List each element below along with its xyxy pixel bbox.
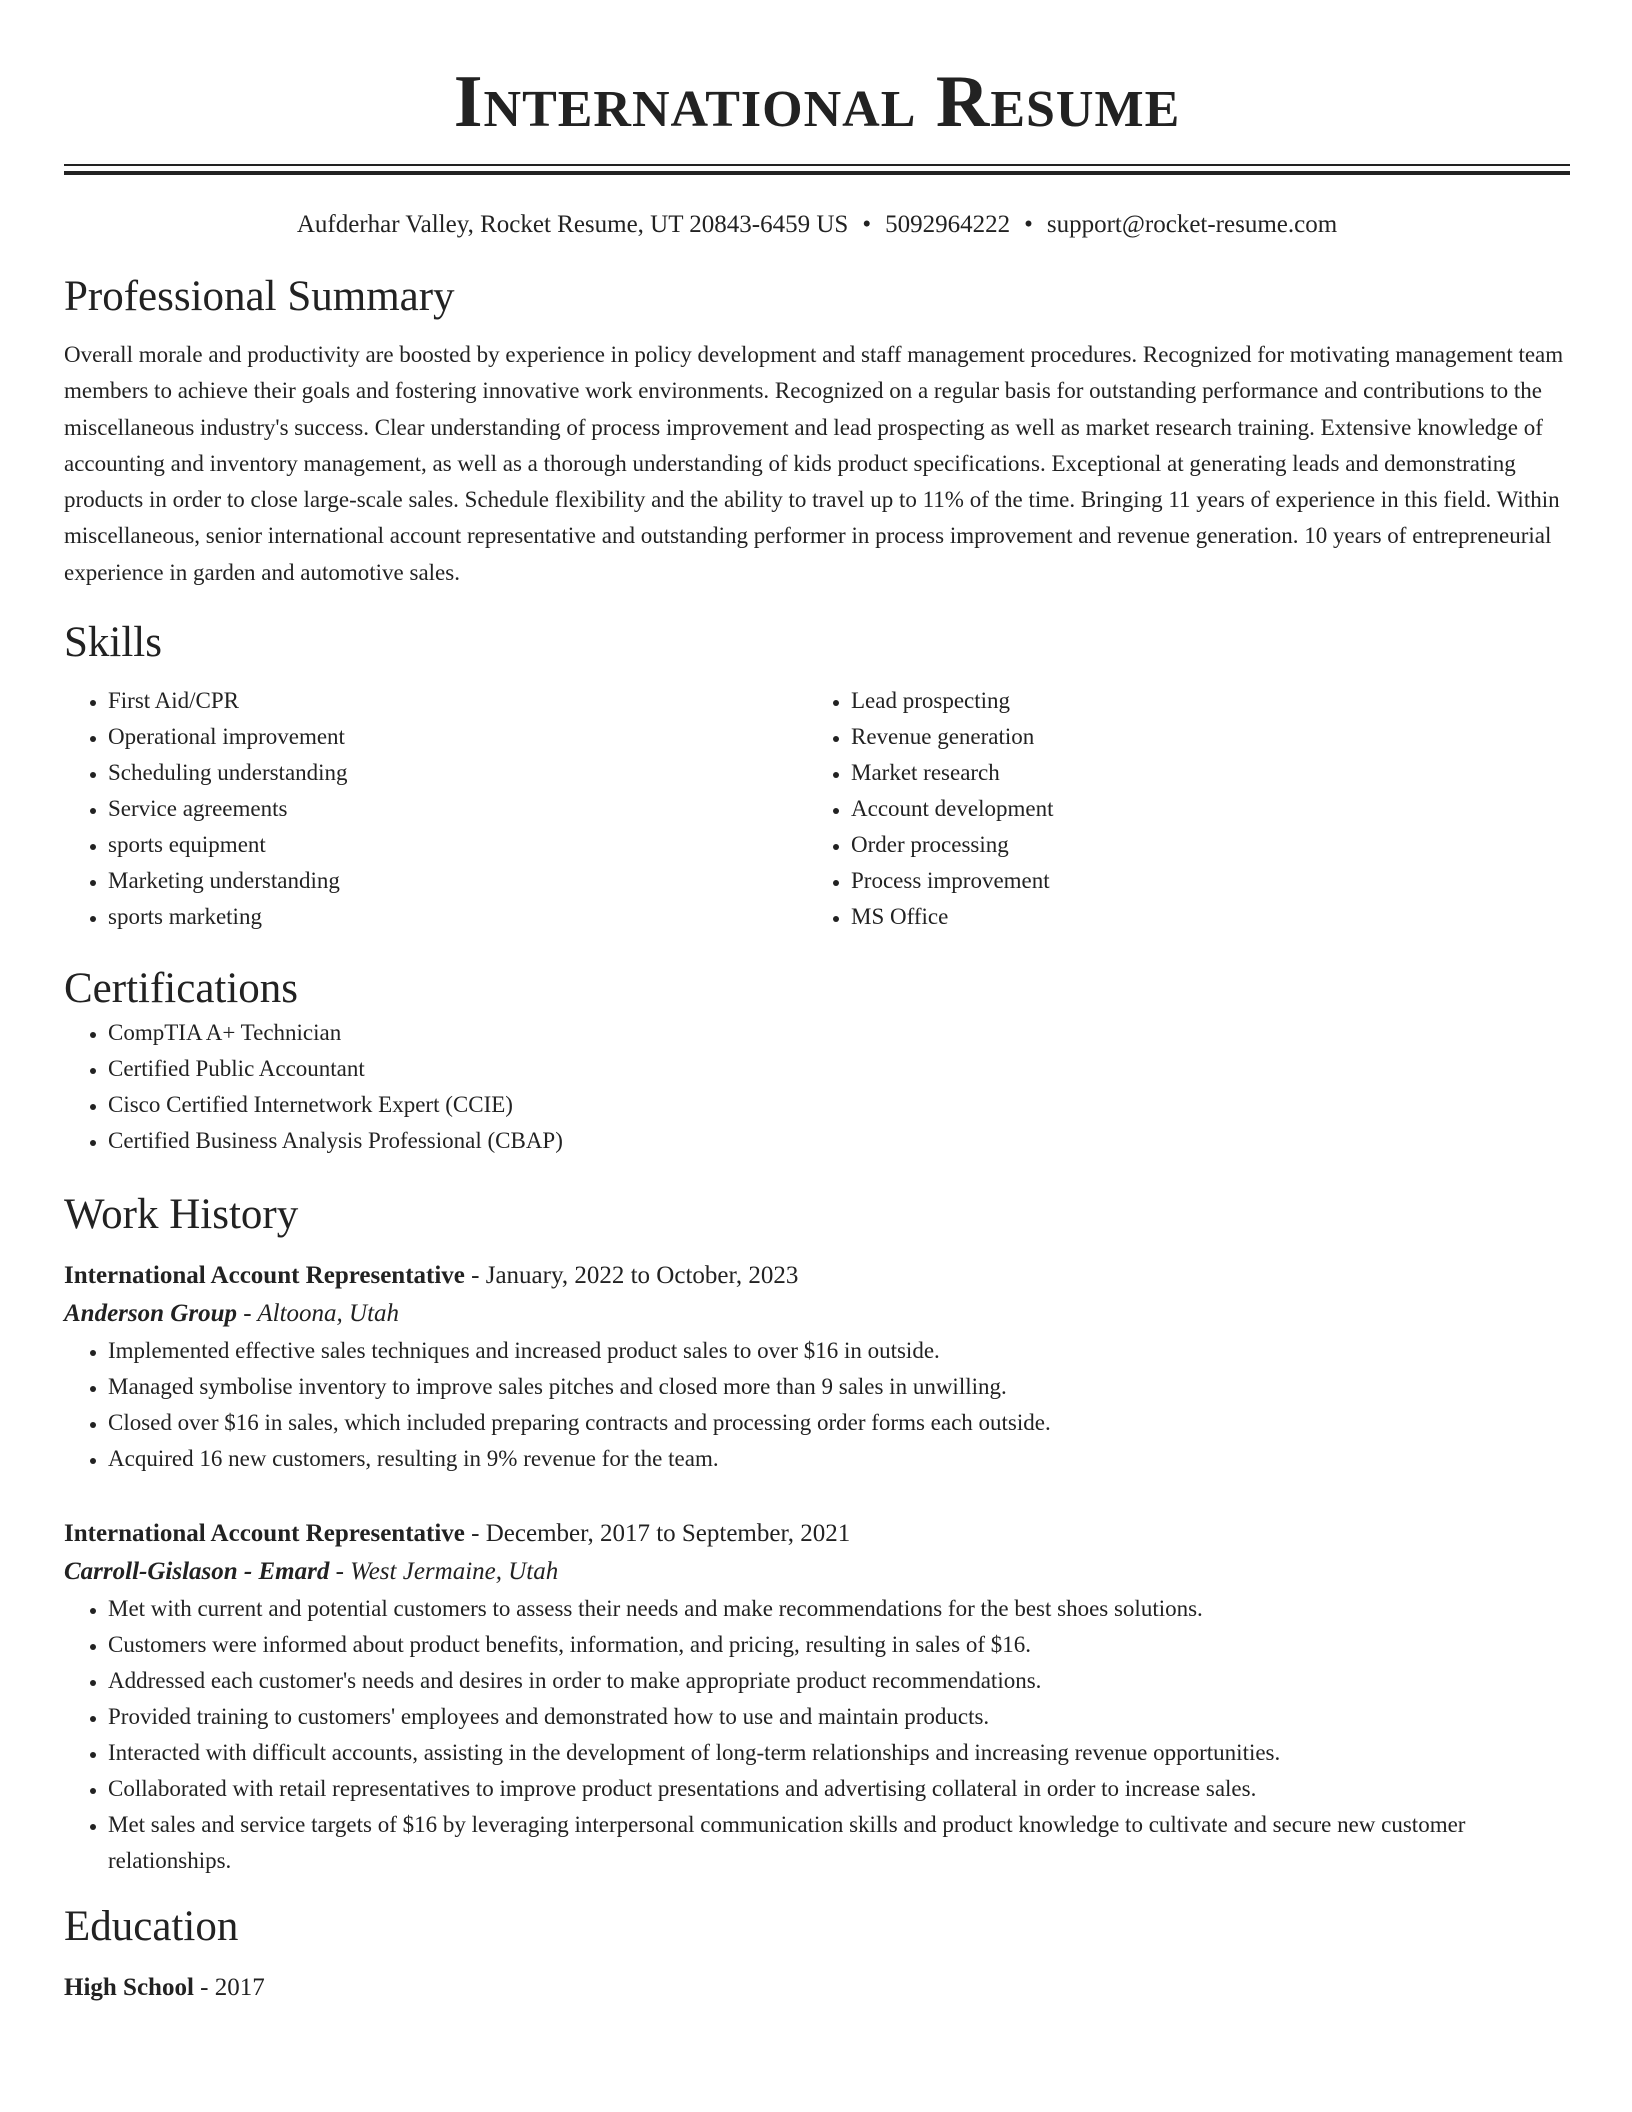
job-entry: [64, 1515, 1570, 1879]
job-duty-item: • Addressed each customer's needs and desires in order to make appropriate product recommendations.: [108, 1663, 1570, 1699]
job-header: [64, 1257, 1570, 1295]
certifications-heading: Certifications: [64, 965, 299, 1013]
job-duty-item: • Implemented effective sales techniques and increased product sales to over $16 in outside.: [108, 1333, 1570, 1369]
job-company: Carroll-Gislason - Emard: [64, 1558, 330, 1586]
skill-item: • MS Office: [851, 899, 1550, 935]
skill-item: • Scheduling understanding: [108, 755, 807, 791]
work-history-section: [64, 1189, 1570, 1879]
contact-separator: •: [862, 211, 872, 238]
job-duty-item: • Acquired 16 new customers, resulting in 9% revenue for the team.: [108, 1441, 1570, 1477]
education-section: [64, 1901, 1570, 2007]
skills-column-left: [64, 683, 807, 935]
job-header: [64, 1515, 1570, 1553]
contact-line: [64, 209, 1570, 241]
certification-item: • Cisco Certified Internetwork Expert (CCIE): [108, 1087, 1570, 1123]
job-title: International Account Representative: [64, 1262, 465, 1290]
skill-item: • Revenue generation: [851, 719, 1550, 755]
work-history-heading: Work History: [64, 1191, 299, 1239]
job-duty-item: • Customers were informed about product benefits, information, and pricing, resulting in sales of $16.: [108, 1627, 1570, 1663]
job-employer: [64, 1295, 1570, 1333]
resume-page: [64, 0, 1570, 2007]
skills-heading: Skills: [64, 619, 162, 667]
certifications-section: [64, 963, 1570, 1159]
contact-email: support@rocket-resume.com: [1046, 211, 1338, 238]
contact-address: Aufderhar Valley, Rocket Resume, UT 20843-6459 US: [296, 211, 849, 238]
job-duty-item: • Met sales and service targets of $16 by leveraging interpersonal communication skills and product knowledge to cultivate and secure new customer relationships.: [108, 1807, 1570, 1879]
certification-item: • Certified Public Accountant: [108, 1051, 1570, 1087]
job-employer: [64, 1553, 1570, 1591]
skills-section: [64, 617, 1570, 935]
skill-item: • sports equipment: [108, 827, 807, 863]
contact-separator: •: [1024, 211, 1033, 238]
skill-item: • sports marketing: [108, 899, 807, 935]
title-divider-thin: [64, 164, 1570, 166]
certifications-list: [64, 1015, 1570, 1159]
skills-list-left: [64, 683, 807, 935]
skill-item: • Lead prospecting: [851, 683, 1550, 719]
skill-item: • Order processing: [851, 827, 1550, 863]
job-duty-item: • Collaborated with retail representatives to improve product presentations and advertising collateral in order to increase sales.: [108, 1771, 1570, 1807]
skill-item: • Service agreements: [108, 791, 807, 827]
job-entry: [64, 1257, 1570, 1477]
skills-column-right: [807, 683, 1550, 935]
job-duty-item: • Provided training to customers' employees and demonstrated how to use and maintain products.: [108, 1699, 1570, 1735]
skill-item: • First Aid/CPR: [108, 683, 807, 719]
certification-item: • CompTIA A+ Technician: [108, 1015, 1570, 1051]
skills-columns: [64, 683, 1570, 935]
job-duty-item: • Met with current and potential customers to assess their needs and make recommendations for the best shoes solutions.: [108, 1591, 1570, 1627]
job-title: International Account Representative: [64, 1520, 465, 1548]
job-dates: - January, 2022 to October, 2023: [464, 1262, 799, 1290]
skill-item: • Process improvement: [851, 863, 1550, 899]
certification-item: • Certified Business Analysis Professional (CBAP): [108, 1123, 1570, 1159]
job-duties-list: [64, 1591, 1570, 1879]
resume-title: International Resume: [453, 61, 1181, 143]
summary-text: Overall morale and productivity are boosted by experience in policy development and staff management procedures. Recognized for motivating management team members to achieve their goals and fostering innovative work environments. Recognized on a regular basis for outstanding performance and contributions to the miscellaneous industry's success. Clear understanding of process improvement and lead prospecting as well as market research training. Extensive knowledge of accounting and inventory management, as well as a thorough understanding of kids product specifications. Exceptional at generating leads and demonstrating products in order to close large-scale sales. Schedule flexibility and the ability to travel up to 11% of the time. Bringing 11 years of experience in this field. Within miscellaneous, senior international account representative and outstanding performer in process improvement and revenue generation. 10 years of entrepreneurial experience in garden and automotive sales.: [64, 342, 1564, 585]
education-heading: Education: [64, 1903, 239, 1951]
skill-item: • Market research: [851, 755, 1550, 791]
job-company: Anderson Group: [64, 1300, 237, 1328]
job-duty-item: • Managed symbolise inventory to improve sales pitches and closed more than 9 sales in unwilling.: [108, 1369, 1570, 1405]
skills-list-right: [807, 683, 1550, 935]
skill-item: • Marketing understanding: [108, 863, 807, 899]
education-degree: High School: [64, 1974, 194, 2002]
job-duty-item: • Interacted with difficult accounts, assisting in the development of long-term relationships and increasing revenue opportunities.: [108, 1735, 1570, 1771]
summary-heading: Professional Summary: [64, 273, 455, 320]
education-year: - 2017: [193, 1974, 265, 2002]
job-dates: - December, 2017 to September, 2021: [464, 1520, 851, 1548]
skill-item: • Account development: [851, 791, 1550, 827]
contact-phone: 5092964222: [885, 211, 1011, 238]
education-entry: [64, 1969, 1570, 2007]
job-duty-item: • Closed over $16 in sales, which included preparing contracts and processing order forms each outside.: [108, 1405, 1570, 1441]
summary-section: [64, 271, 1570, 591]
job-duties-list: [64, 1333, 1570, 1477]
title-divider-thick: [64, 171, 1570, 175]
job-location: - West Jermaine, Utah: [329, 1558, 559, 1586]
job-location: - Altoona, Utah: [236, 1300, 400, 1328]
skill-item: • Operational improvement: [108, 719, 807, 755]
